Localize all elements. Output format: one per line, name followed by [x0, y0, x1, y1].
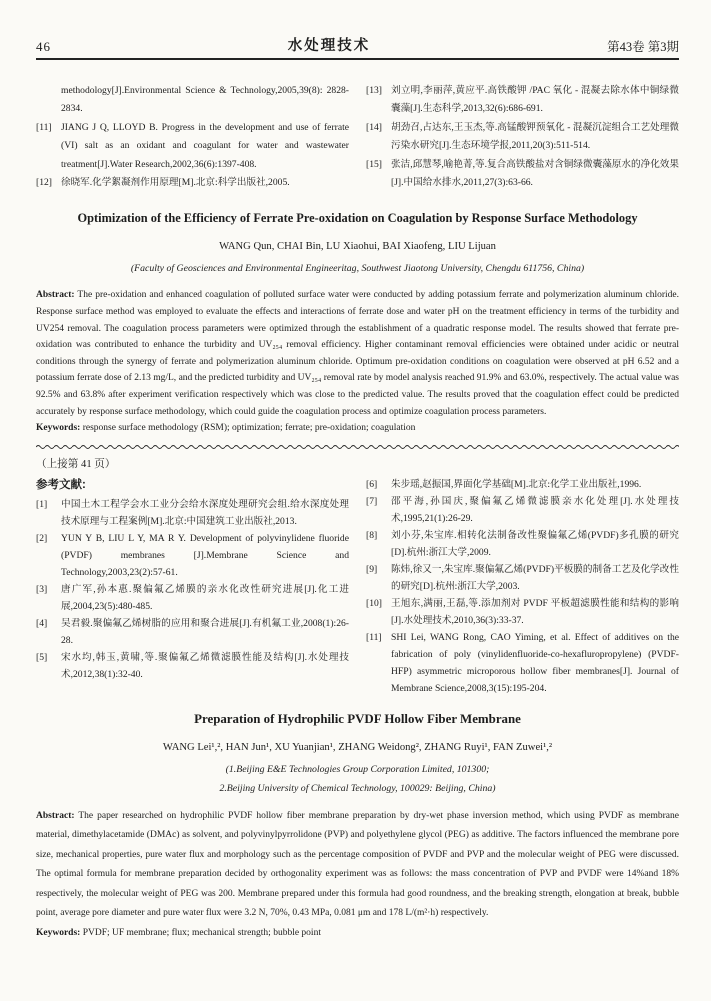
ref-number: [5] [36, 651, 48, 663]
reference-item [36, 119, 349, 174]
reference-item [366, 561, 679, 595]
ref-number: [2] [36, 532, 48, 544]
paper2-abstract-block [36, 712, 679, 944]
references-heading: 参考文献: [36, 478, 86, 491]
ref-text: YUN Y B, LIU L Y, MA R Y. Development of polyvinylidene fluoride (PVDF) membranes [J].Membrane Science and Technology,2003,23(2):57-61. [61, 532, 349, 578]
abstract-label: Abstract: [36, 810, 75, 821]
reference-item [36, 174, 349, 192]
paper1-abstract-block [36, 211, 679, 436]
paper-title: Preparation of Hydrophilic PVDF Hollow Fiber Membrane [194, 711, 521, 726]
reference-item [36, 496, 349, 530]
keywords-line [36, 420, 679, 437]
ref-text: 刘立明,李丽萍,黄应平.高铁酸钾 /PAC 氧化 - 混凝去除水体中铜绿微囊藻[J].生态科学,2013,32(6):686-691. [391, 85, 679, 115]
ref-text: 张洁,邱慧琴,喻艳菁,等.复合高铁酸盐对含铜绿微囊藻原水的净化效果[J].中国给水排水,2011,27(3):63-66. [391, 158, 679, 189]
ref-number: [11] [36, 121, 52, 133]
reference-item [36, 530, 349, 581]
keywords-text: PVDF; UF membrane; flux; mechanical strength; bubble point [82, 927, 321, 938]
reference-item [366, 493, 679, 527]
affiliation-line-1: (1.Beijing E&E Technologies Group Corporation Limited, 101300; [225, 763, 490, 775]
authors-line: WANG Lei¹,², HAN Jun¹, XU Yuanjian¹, ZHANG Weidong², ZHANG Ruyi¹, FAN Zuwei¹,² [162, 741, 553, 753]
continuation-note: （上接第 41 页） [36, 458, 116, 470]
ref-number: [3] [36, 583, 48, 595]
page-header [36, 34, 679, 55]
keywords-label: Keywords: [36, 423, 81, 434]
affiliation-line-2: 2.Beijing University of Chemical Technology, 100029: Beijing, China) [219, 782, 496, 794]
ref-text: 邵平海,孙国庆,聚偏氟乙烯微滤膜亲水化处理[J].水处理技术,1995,21(1):26-29. [391, 495, 679, 524]
reference-item [366, 527, 679, 561]
ref-number: [13] [366, 85, 382, 96]
ref-text: SHI Lei, WANG Rong, CAO Yiming, et al. Effect of additives on the fabrication of poly (vinylidenfluoride-co-hexafluropropylene) (PVDF-HFP) asymmetric microporous hollow fiber membranes[J]. Journal of Membrane Science,2008,3(15):195-204. [391, 631, 679, 694]
affiliation-line [36, 760, 679, 798]
ref-text: 宋水均,韩玉,黄啸,等.聚偏氟乙烯微滤膜性能及结构[J].水处理技术,2012,38(1):32-40. [61, 651, 349, 680]
page-number: 46 [36, 39, 51, 54]
ref-text: 中国土木工程学会水工业分会给水深度处理研究会组.给水深度处理技术原理与工程案例[M].北京:中国建筑工业出版社,2013. [61, 498, 349, 527]
reference-item [366, 82, 679, 119]
issue-label: 第43卷 第3期 [607, 40, 679, 54]
references-section [36, 476, 679, 697]
authors-line: WANG Qun, CHAI Bin, LU Xiaohui, BAI Xiaofeng, LIU Lijuan [219, 241, 496, 253]
references-right-column [366, 476, 679, 697]
top-references-right-column [366, 82, 679, 192]
keywords-line [36, 924, 679, 944]
ref-text: 陈炜,徐又一,朱宝库.聚偏氟乙烯(PVDF)平板膜的制备工艺及化学改性的研究[D].杭州:浙江大学,2003. [391, 563, 679, 592]
ref-text: 唐广军,孙本惠.聚偏氟乙烯膜的亲水化改性研究进展[J].化工进展,2004,23(5):480-485. [61, 583, 349, 612]
ref-text: 徐晓军.化学絮凝剂作用原理[M].北京:科学出版社,2005. [61, 177, 290, 189]
ref-number: [1] [36, 498, 48, 510]
reference-item [366, 629, 679, 697]
ref-text: JIANG J Q, LLOYD B. Progress in the development and use of ferrate (VI) salt as an oxidant and coagulant for water and wastewater treatment[J].Water Research,2002,36(6):1397-408. [61, 121, 349, 170]
reference-item [366, 476, 679, 493]
ref-number: [10] [366, 597, 382, 609]
ref-text: 吴君毅.聚偏氟乙烯树脂的应用和聚合进展[J].有机氟工业,2008(1):26-28. [61, 617, 349, 646]
ref-number: [11] [366, 631, 382, 643]
abstract-text: The paper researched on hydrophilic PVDF hollow fiber membrane preparation by dry-wet phase inversion method, which using PVDF as membrane material, dimethylacetamide (DMAc) as solvent, and polyvinylpyrrolidone (PVP) and polyethylene glycol (PEG) as additive. The factors influenced the membrane pore size, mechanical properties, pure water flux and morphology such as the percentage composition of PVDF and PVP and the molecular weight of PEG were discussed. The optimal formula for membrane preparation decided by orthogonality experiment was as follows: the mass concentration of PVP and PVDF were 14%and 18% respectively, the molecular weight of PEG was 200. Membrane prepared under this formula had good roundness, and the breaking strength, elongation at break, bubble point, average pore diameter and pure water flux were 3.2 N, 70%, 0.43 MPa, 0.081 μm and 178 L/(m²·h) respectively. [36, 810, 679, 919]
ref-number [36, 82, 61, 119]
ref-number: [12] [36, 177, 52, 189]
ref-text: methodology[J].Environmental Science & Technology,2005,39(8): 2828-2834. [61, 85, 349, 115]
reference-item [366, 119, 679, 156]
ref-number: [7] [366, 495, 378, 507]
reference-item [36, 82, 349, 119]
header-rule [36, 58, 679, 60]
abstract-paragraph [36, 287, 679, 420]
ref-text: 朱步瑶,赵振国,界面化学基础[M].北京:化学工业出版社,1996. [391, 478, 642, 490]
reference-item [366, 156, 679, 193]
keywords-text: response surface methodology (RSM); optimization; ferrate; pre-oxidation; coagulation [82, 423, 416, 434]
top-references-left-column [36, 82, 349, 192]
ref-text: 王旭东,满丽,王磊,等.添加剂对 PVDF 平板超滤膜性能和结构的影响[J].水处理技术,2010,36(3):33-37. [391, 597, 679, 626]
abstract-paragraph [36, 807, 679, 924]
wavy-divider [36, 443, 679, 449]
affiliation-line: (Faculty of Geosciences and Environmental Engineeritag, Southwest Jiaotong University, Chengdu 611756, China) [130, 263, 585, 275]
abstract-label: Abstract: [36, 290, 75, 301]
reference-item [366, 595, 679, 629]
ref-number: [8] [366, 529, 378, 541]
ref-number: [6] [366, 478, 378, 490]
references-left-column [36, 476, 349, 697]
reference-item [36, 581, 349, 615]
ref-text: 胡劲召,占达东,王玉杰,等.高锰酸钾预氧化 - 混凝沉淀组合工艺处理微污染水研究[J].生态环境学报,2011,20(3):511-514. [391, 121, 679, 152]
keywords-label: Keywords: [36, 927, 81, 938]
journal-title: 水处理技术 [287, 38, 371, 54]
ref-number: [4] [36, 617, 48, 629]
abstract-text: The pre-oxidation and enhanced coagulation of polluted surface water were conducted by adding potassium ferrate and polymerization aluminum chloride. Response surface method was employed to evaluate the effects and interactions of ferrate dose and water pH on the treatment efficiency in terms of the turbidity and UV254 removal. The coagulation process parameters were optimized through the establishment of a quadratic response model. The results showed that ferrate pre-oxidation was contributed to enhance the turbidity and UV₂₅₄ removal efficiency. Higher contaminant removal efficiencies were obtained under acidic or neutral conditions through the synergy of ferrate and polymerization aluminum chloride. Optimum pre-oxidation conditions on coagulation were observed at pH 6.52 and a potassium ferrate dose of 2.13 mg/L, and the predicted turbidity and UV₂₅₄ removal rate by model analysis reached 91.9% and 63.0%, respectively. The actual value was 92.5% and 63.8% after experiment verification respectively which was close to the predicted value. The results proved that the coagulation effect could be predicted accurately by response surface methodology, which could guide the coagulation process and optimize coagulation process parameters. [36, 290, 679, 417]
ref-number: [9] [366, 563, 378, 575]
ref-text: 刘小芬,朱宝库.相转化法制备改性聚偏氟乙烯(PVDF)多孔膜的研究[D].杭州:浙江大学,2009. [391, 529, 679, 558]
paper-title: Optimization of the Efficiency of Ferrate Pre-oxidation on Coagulation by Response Surface Methodology [77, 211, 638, 226]
reference-item [36, 649, 349, 683]
ref-number: [14] [366, 121, 382, 133]
top-references [36, 82, 679, 192]
ref-number: [15] [366, 158, 382, 170]
reference-item [36, 615, 349, 649]
